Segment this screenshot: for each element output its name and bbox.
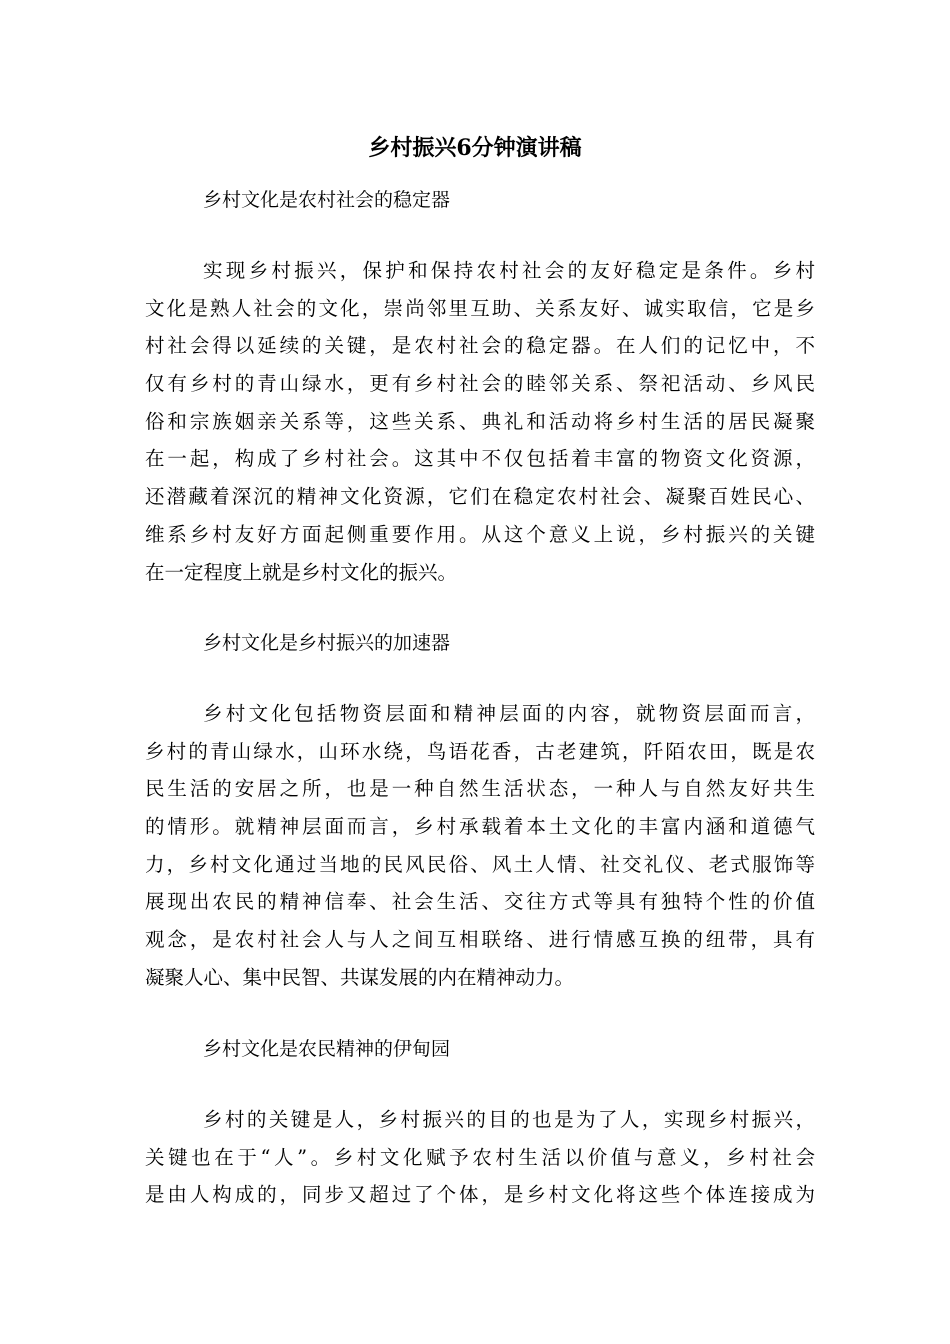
paragraph-line: 还潜藏着深沉的精神文化资源，它们在稳定农村社会、凝聚百姓民心、 bbox=[145, 485, 815, 509]
paragraph-line: 维系乡村友好方面起侧重要作用。从这个意义上说，乡村振兴的关键 bbox=[145, 522, 815, 546]
paragraph-line: 关键也在于“人”。乡村文化赋予农村生活以价值与意义，乡村社会 bbox=[145, 1145, 815, 1169]
paragraph-line: 实现乡村振兴，保护和保持农村社会的友好稳定是条件。乡村 bbox=[203, 259, 815, 282]
section-heading-stabilizer: 乡村文化是农村社会的稳定器 bbox=[203, 189, 451, 211]
paragraph-line: 乡村文化包括物资层面和精神层面的内容，就物资层面而言， bbox=[203, 702, 815, 725]
paragraph-line: 乡村的青山绿水，山环水绕，鸟语花香，古老建筑，阡陌农田，既是农 bbox=[145, 739, 815, 763]
paragraph-line: 展现出农民的精神信奉、社会生活、交往方式等具有独特个性的价值 bbox=[145, 890, 815, 914]
paragraph-stabilizer bbox=[145, 252, 815, 591]
paragraph-line: 是由人构成的，同步又超过了个体，是乡村文化将这些个体连接成为 bbox=[145, 1183, 815, 1207]
document-title: 乡村振兴6分钟演讲稿 bbox=[368, 135, 582, 161]
paragraph-line: 民生活的安居之所，也是一种自然生活状态，一种人与自然友好共生 bbox=[145, 777, 815, 801]
paragraph-line: 文化是熟人社会的文化，崇尚邻里互助、关系友好、诚实取信，它是乡 bbox=[145, 296, 815, 320]
paragraph-line: 俗和宗族姻亲关系等，这些关系、典礼和活动将乡村生活的居民凝聚 bbox=[145, 409, 815, 433]
paragraph-line: 乡村的关键是人，乡村振兴的目的也是为了人，实现乡村振兴， bbox=[203, 1108, 815, 1131]
paragraph-line: 仅有乡村的青山绿水，更有乡村社会的睦邻关系、祭祀活动、乡风民 bbox=[145, 372, 815, 396]
paragraph-eden bbox=[145, 1101, 815, 1214]
paragraph-line: 的情形。就精神层面而言，乡村承载着本土文化的丰富内涵和道德气 bbox=[145, 815, 815, 839]
section-heading-eden: 乡村文化是农民精神的伊甸园 bbox=[203, 1038, 451, 1060]
paragraph-line: 在一起，构成了乡村社会。这其中不仅包括着丰富的物资文化资源， bbox=[145, 447, 815, 471]
section-heading-accelerator: 乡村文化是乡村振兴的加速器 bbox=[203, 632, 451, 654]
paragraph-line: 村社会得以延续的关键，是农村社会的稳定器。在人们的记忆中，不 bbox=[145, 334, 815, 358]
paragraph-line: 观念，是农村社会人与人之间互相联络、进行情感互换的纽带，具有 bbox=[145, 928, 815, 952]
paragraph-line: 力，乡村文化通过当地的民风民俗、风土人情、社交礼仪、老式服饰等 bbox=[145, 852, 815, 876]
paragraph-accelerator bbox=[145, 695, 815, 997]
paragraph-line: 在一定程度上就是乡村文化的振兴。 bbox=[145, 560, 458, 584]
paragraph-line: 凝聚人心、集中民智、共谋发展的内在精神动力。 bbox=[145, 965, 575, 989]
